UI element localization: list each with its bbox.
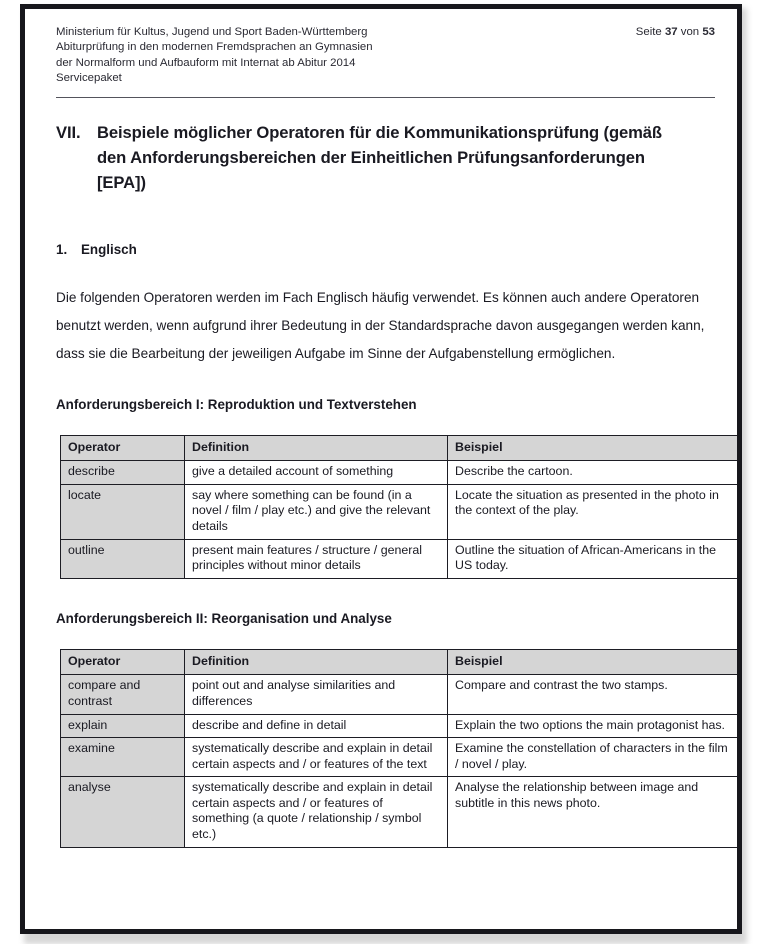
cell-example: Compare and contrast the two stamps. [448, 675, 738, 714]
table-row [61, 738, 738, 777]
page-sheet [25, 9, 737, 929]
cell-definition: systematically describe and explain in detail certain aspects and / or features of something (a quote / relationship / symbol etc.) [185, 777, 448, 847]
cell-definition: say where something can be found (in a novel / film / play etc.) and give the relevant details [185, 484, 448, 539]
cell-example: Locate the situation as presented in the photo in the context of the play. [448, 484, 738, 539]
chapter-title [56, 120, 715, 195]
table-row [61, 675, 738, 714]
cell-operator: compare and contrast [61, 675, 185, 714]
page-number-current: 37 [664, 26, 678, 38]
operator-table-anforderungsbereich-1 [60, 435, 738, 579]
running-head [56, 25, 715, 86]
cell-operator: locate [61, 484, 185, 539]
running-head-lines [56, 25, 576, 86]
section-number: 1. [56, 242, 68, 258]
table-row [61, 714, 738, 738]
section-title-text: Englisch [81, 242, 137, 258]
table-1-heading: Anforderungsbereich I: Reproduktion und Textverstehen [56, 396, 417, 412]
page-number-total: 53 [702, 26, 715, 38]
cell-example: Describe the cartoon. [448, 461, 738, 485]
column-header-operator: Operator [61, 649, 185, 675]
running-head-line-3: der Normalform und Aufbauform mit Internat ab Abitur 2014 [56, 56, 356, 69]
cell-operator: analyse [61, 777, 185, 847]
cell-example: Explain the two options the main protagonist has. [448, 714, 738, 738]
table-row [61, 539, 738, 578]
page-label-prefix: Seite [635, 26, 662, 38]
cell-example: Outline the situation of African-Americans in the US today. [448, 539, 738, 578]
column-header-definition: Definition [185, 435, 448, 461]
table-row [61, 461, 738, 485]
table-header-row [61, 435, 738, 461]
cell-operator: examine [61, 738, 185, 777]
cell-definition: point out and analyse similarities and differences [185, 675, 448, 714]
cell-definition: systematically describe and explain in detail certain aspects and / or features of the text [185, 738, 448, 777]
table-2-heading: Anforderungsbereich II: Reorganisation und Analyse [56, 610, 392, 626]
cell-definition: describe and define in detail [185, 714, 448, 738]
header-divider [56, 97, 715, 98]
page-label-middle: von [680, 26, 700, 38]
cell-definition: present main features / structure / general principles without minor details [185, 539, 448, 578]
cell-definition: give a detailed account of something [185, 461, 448, 485]
running-head-line-1: Ministerium für Kultus, Jugend und Sport Baden-Württemberg [56, 26, 368, 38]
cell-example: Analyse the relationship between image and subtitle in this news photo. [448, 777, 738, 847]
column-header-definition: Definition [185, 649, 448, 675]
cell-operator: outline [61, 539, 185, 578]
page-frame [20, 4, 742, 934]
section-heading [56, 241, 715, 259]
cell-operator: explain [61, 714, 185, 738]
operator-table-anforderungsbereich-2 [60, 649, 738, 848]
running-head-line-4: Servicepaket [56, 71, 122, 84]
chapter-title-text: Beispiele möglicher Operatoren für die Kommunikationsprüfung (gemäß den Anforderungsbereichen der Einheitlichen Prüfungsanforderungen [EPA]) [97, 123, 662, 193]
column-header-operator: Operator [61, 435, 185, 461]
column-header-beispiel: Beispiel [448, 649, 738, 675]
table-header-row [61, 649, 738, 675]
table-row [61, 484, 738, 539]
intro-paragraph: Die folgenden Operatoren werden im Fach Englisch häufig verwendet. Es können auch andere Operatoren benutzt werden, wenn aufgrund ihrer Bedeutung in der Standardsprache davon ausgegangen werden kann, dass sie die Bearbeitung der jeweiligen Aufgabe im Sinne der Aufgabenstellung ermöglichen. [56, 290, 705, 361]
table-row [61, 777, 738, 847]
cell-example: Examine the constellation of characters in the film / novel / play. [448, 738, 738, 777]
chapter-number: VII. [56, 123, 81, 143]
column-header-beispiel: Beispiel [448, 435, 738, 461]
running-head-line-2: Abiturprüfung in den modernen Fremdsprachen an Gymnasien [56, 41, 373, 54]
cell-operator: describe [61, 461, 185, 485]
page-number-indicator [636, 25, 715, 40]
